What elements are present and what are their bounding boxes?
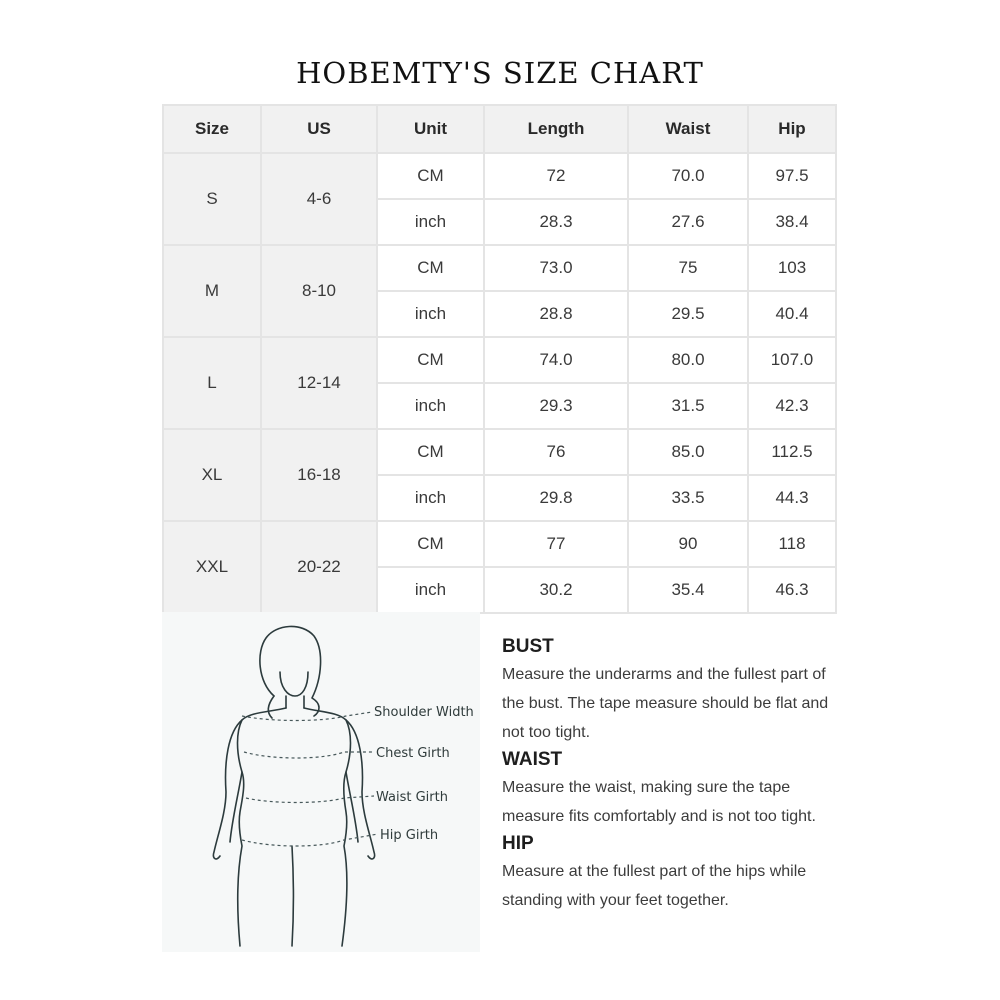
size-cell: S [163,153,261,245]
measurement-lines [242,712,378,846]
body-outline-illustration [162,612,480,952]
length-cell: 76 [484,429,628,475]
length-cell: 73.0 [484,245,628,291]
hip-heading: HIP [502,833,534,854]
page-title: HOBEMTY'S SIZE CHART [296,56,704,90]
bust-heading: BUST [502,636,554,657]
header-hip: Hip [748,105,836,153]
hip-cell: 42.3 [748,383,836,429]
length-cell: 28.8 [484,291,628,337]
table-row [163,245,836,291]
hip-cell: 38.4 [748,199,836,245]
waist-cell: 80.0 [628,337,748,383]
length-cell: 29.8 [484,475,628,521]
unit-cell: CM [377,245,484,291]
header-waist: Waist [628,105,748,153]
size-cell: XL [163,429,261,521]
unit-cell: inch [377,291,484,337]
unit-cell: CM [377,521,484,567]
measurement-guide [502,634,842,915]
hip-cell: 103 [748,245,836,291]
size-table [162,104,837,614]
hip-cell: 44.3 [748,475,836,521]
unit-cell: CM [377,429,484,475]
hip-cell: 40.4 [748,291,836,337]
length-cell: 30.2 [484,567,628,613]
waist-cell: 70.0 [628,153,748,199]
waist-cell: 33.5 [628,475,748,521]
hip-cell: 97.5 [748,153,836,199]
us-cell: 16-18 [261,429,377,521]
waist-cell: 90 [628,521,748,567]
waist-cell: 31.5 [628,383,748,429]
header-unit: Unit [377,105,484,153]
length-cell: 77 [484,521,628,567]
hip-instructions: Measure at the fullest part of the hips while standing with your feet together. [502,863,807,909]
waist-girth-label: Waist Girth [376,790,448,805]
us-cell: 8-10 [261,245,377,337]
unit-cell: inch [377,475,484,521]
size-cell: L [163,337,261,429]
table-row [163,429,836,475]
table-row [163,153,836,199]
length-cell: 72 [484,153,628,199]
bust-instructions: Measure the underarms and the fullest part of the bust. The tape measure should be flat and not too tight. [502,666,829,741]
measurement-figure [162,612,480,952]
us-cell: 4-6 [261,153,377,245]
hip-cell: 107.0 [748,337,836,383]
unit-cell: inch [377,383,484,429]
waist-cell: 29.5 [628,291,748,337]
header-length: Length [484,105,628,153]
length-cell: 29.3 [484,383,628,429]
us-cell: 12-14 [261,337,377,429]
length-cell: 74.0 [484,337,628,383]
waist-heading: WAIST [502,749,563,770]
hip-cell: 112.5 [748,429,836,475]
table-row [163,337,836,383]
hip-cell: 46.3 [748,567,836,613]
hip-cell: 118 [748,521,836,567]
unit-cell: inch [377,199,484,245]
length-cell: 28.3 [484,199,628,245]
size-cell: XXL [163,521,261,613]
waist-instructions: Measure the waist, making sure the tape measure fits comfortably and is not too tight. [502,779,816,825]
unit-cell: CM [377,337,484,383]
waist-cell: 35.4 [628,567,748,613]
chest-girth-label: Chest Girth [376,746,450,761]
header-size: Size [163,105,261,153]
header-us: US [261,105,377,153]
table-header-row [163,105,836,153]
unit-cell: inch [377,567,484,613]
shoulder-width-label: Shoulder Width [374,705,474,720]
waist-cell: 85.0 [628,429,748,475]
us-cell: 20-22 [261,521,377,613]
hip-girth-label: Hip Girth [380,828,439,843]
unit-cell: CM [377,153,484,199]
table-row [163,521,836,567]
size-cell: M [163,245,261,337]
body-outline [213,626,374,946]
waist-cell: 75 [628,245,748,291]
waist-cell: 27.6 [628,199,748,245]
